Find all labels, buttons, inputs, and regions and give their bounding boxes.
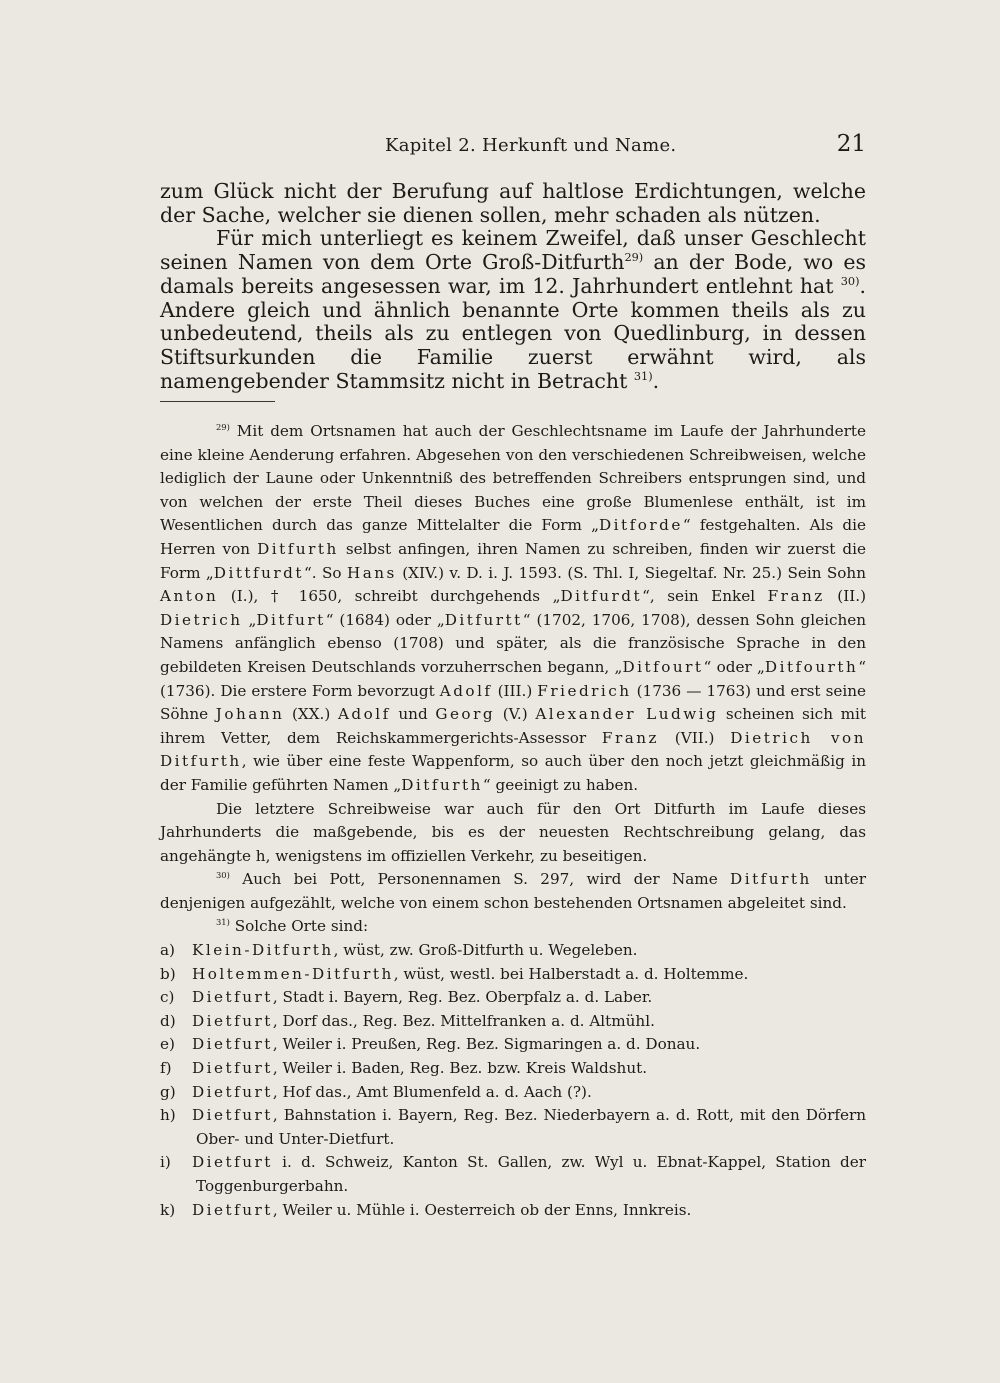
fn29-spaced-name: Adolf: [439, 681, 493, 700]
list-item-name: Dietfurt: [192, 1035, 273, 1054]
page-header: [160, 133, 866, 163]
footnote-31: [160, 915, 866, 939]
list-item: [160, 939, 866, 963]
list-item-text: , wüst, zw. Groß-Ditfurth u. Wegeleben.: [333, 941, 638, 960]
fn29-spaced-name: Ditfurt: [256, 610, 326, 629]
list-item-text: , Stadt i. Bayern, Reg. Bez. Oberpfalz a. d. Laber.: [272, 988, 653, 1007]
list-item-letter: f): [160, 1059, 172, 1078]
footnote-31-marker: 31): [216, 917, 230, 928]
fn29-text: “ (1702, 1706, 1708), dessen Sohn gleichen Namens anfänglich ebenso (1708) und später, als die französische Sprache in den gebildeten Kreisen Deutschlands vorzuherrschen begann, „: [160, 610, 866, 676]
fn29-text: (II.): [824, 587, 866, 606]
list-item: [160, 1057, 866, 1081]
place-list: [160, 939, 866, 1222]
fn29-text: (V.): [495, 705, 536, 724]
paragraph-2-part-a: Für mich unterliegt es keinem Zweifel, daß unser Geschlecht seinen Namen von dem Orte Groß-Ditfurth: [160, 226, 866, 275]
list-item-text: , Weiler i. Preußen, Reg. Bez. Sigmaringen a. d. Donau.: [272, 1035, 701, 1054]
list-item-letter: e): [160, 1035, 175, 1054]
main-text: [160, 180, 866, 393]
page-number: 21: [836, 131, 866, 157]
list-item-letter: g): [160, 1082, 176, 1101]
list-item-text: , wüst, westl. bei Halberstadt a. d. Holtemme.: [393, 964, 749, 983]
list-item-name: Dietfurt: [192, 1059, 273, 1078]
fn29-text: und: [390, 705, 436, 724]
list-item-text: i. d. Schweiz, Kanton St. Gallen, zw. Wyl u. Ebnat-Kappel, Station der Toggenburgerbahn.: [196, 1153, 866, 1195]
fn29-text: (XIV.) v. D. i. J. 1593. (S. Thl. I, Siegeltaf. Nr. 25.) Sein Sohn: [396, 563, 866, 582]
fn29-text: selbst anfingen, ihren Namen zu schreiben, finden wir zuerst die Form „: [160, 539, 866, 582]
fn29-text: (XX.): [284, 705, 338, 724]
paragraph-1: zum Glück nicht der Berufung auf haltlose Erdichtungen, welche der Sache, welcher sie dienen sollen, mehr schaden als nützen.: [160, 179, 866, 227]
list-item-name: Dietfurt: [192, 1106, 273, 1125]
fn29-text: “ geeinigt zu haben.: [482, 775, 639, 794]
list-item-letter: d): [160, 1011, 176, 1030]
list-item-name: Holtemmen-Ditfurth: [192, 964, 394, 983]
list-item-text: , Weiler i. Baden, Reg. Bez. bzw. Kreis Waldshut.: [272, 1059, 648, 1078]
footnotes: [160, 420, 866, 1222]
footnote-30: [160, 868, 866, 915]
fn29-spaced-name: Franz: [767, 587, 825, 606]
fn29-spaced-name: Ditfurtt: [444, 610, 523, 629]
fn29-spaced-name: Johann: [215, 705, 285, 724]
fn29-text: „: [242, 610, 257, 629]
fn29-spaced-name: Ditfurth: [401, 775, 483, 794]
fn29-text: “, sein Enkel: [642, 587, 768, 606]
footnote-divider: [160, 401, 275, 402]
footnote-ref-29: 29): [624, 251, 644, 265]
list-item: [160, 1151, 866, 1198]
footnote-ref-30: 30): [840, 274, 860, 288]
list-item-text: , Dorf das., Reg. Bez. Mittelfranken a. d. Altmühl.: [272, 1011, 655, 1030]
fn29-spaced-name: Hans: [346, 563, 397, 582]
list-item-letter: c): [160, 988, 175, 1007]
fn29-spaced-name: Dittfurdt: [213, 563, 305, 582]
fn29-text: (III.): [492, 681, 538, 700]
list-item-name: Dietfurt: [192, 1082, 273, 1101]
fn29-spaced-name: Anton: [160, 587, 219, 606]
list-item-name: Dietfurt: [192, 1153, 273, 1172]
list-item-text: , Hof das., Amt Blumenfeld a. d. Aach (?).: [272, 1082, 592, 1101]
paragraph-2-part-c: . Andere gleich und ähnlich benannte Orte kommen theils als zu unbedeutend, theils als zu entlegen von Quedlinburg, in dessen Stiftsurkunden die Familie zuerst erwähnt wird, als namengebender Stammsitz nicht in Betracht: [160, 273, 866, 393]
fn31-intro: Solche Orte sind:: [229, 917, 369, 936]
fn30-text: unter denjenigen aufgezählt, welche von einem schon bestehenden Ortsnamen abgeleitet sind.: [160, 870, 866, 912]
paragraph-2: [160, 227, 866, 393]
list-item-name: Dietfurt: [192, 1011, 273, 1030]
fn29-spaced-name: Adolf: [337, 705, 391, 724]
paragraph-2-part-d: .: [652, 368, 660, 393]
fn29-text: scheinen sich mit ihrem Vetter, dem Reichskammergerichts-Assessor: [160, 705, 866, 747]
footnote-29: [160, 420, 866, 798]
list-item: [160, 963, 866, 987]
fn29-spaced-name: Dietrich: [160, 610, 243, 629]
fn29-text: “ oder „: [703, 657, 765, 676]
fn29-spaced-name: Friedrich: [537, 681, 632, 700]
list-item: [160, 1010, 866, 1034]
fn29-spaced-name: Ditfurth: [257, 539, 339, 558]
fn29-text: Mit dem Ortsnamen hat auch der Geschlechtsname im Laufe der Jahrhunderte eine kleine Aenderung erfahren. Abgesehen von den verschiedenen Schreibweisen, welche lediglich der Laune oder Unkenntniß des betreffenden Schreibers entsprungen sind, und von welchen der erste Theil dieses Buches eine große Blumenlese enthält, ist im Wesentlichen durch das ganze Mittelalter die Form „: [160, 422, 866, 535]
fn29-text: (1736 — 1763) und erst seine Söhne: [160, 681, 866, 724]
fn29-spaced-name: Ditfurdt: [560, 587, 643, 606]
fn29-spaced-name: Ditfourth: [764, 657, 859, 676]
list-item-name: Dietfurt: [192, 1200, 273, 1219]
fn29-spaced-name: Alexander Ludwig: [535, 705, 719, 724]
running-head: Kapitel 2. Herkunft und Name.: [385, 135, 677, 156]
list-item-letter: h): [160, 1106, 176, 1125]
footnote-29-continuation: Die letztere Schreibweise war auch für den Ort Ditfurth im Laufe dieses Jahrhunderts die maßgebende, bis es der neuesten Rechtschreibung gelang, das angehängte h, wenigstens im offiziellen Verkehr, zu beseitigen.: [160, 799, 866, 865]
list-item: [160, 1199, 866, 1223]
fn29-text: “ (1736). Die erstere Form bevorzugt: [160, 657, 867, 700]
fn29-text: , wie über eine feste Wappenform, so auch über den noch jetzt gleichmäßig in der Familie geführten Namen „: [160, 752, 866, 794]
list-item-name: Klein-Ditfurth: [192, 941, 334, 960]
fn29-spaced-name: Dietrich von Ditfurth: [160, 728, 866, 771]
fn29-text: (VII.): [659, 728, 731, 747]
footnote-29-marker: 29): [216, 421, 230, 432]
fn29-spaced-name: Ditforde: [598, 516, 683, 535]
list-item-letter: k): [160, 1200, 176, 1219]
fn29-spaced-name: Ditfourt: [622, 657, 704, 676]
list-item-text: , Weiler u. Mühle i. Oesterreich ob der Enns, Innkreis.: [272, 1200, 692, 1219]
list-item-letter: b): [160, 964, 176, 983]
fn29-text: (I.), † 1650, schreibt durchgehends „: [218, 587, 561, 606]
list-item-name: Dietfurt: [192, 988, 273, 1007]
fn30-text: Auch bei Pott, Personennamen S. 297, wird der Name: [229, 870, 731, 889]
list-item-letter: i): [160, 1153, 171, 1172]
list-item: [160, 1033, 866, 1057]
fn30-spaced-name: Ditfurth: [730, 870, 812, 889]
paragraph-2-part-b: an der Bode, wo es damals bereits angesessen war, im 12. Jahrhundert entlehnt hat: [160, 250, 866, 298]
list-item: [160, 986, 866, 1010]
fn29-spaced-name: Georg: [435, 705, 496, 724]
fn29-text: “ (1684) oder „: [325, 610, 445, 629]
fn29-text: “ festgehalten. Als die Herren von: [160, 516, 866, 558]
footnote-ref-31: 31): [633, 369, 653, 383]
list-item: [160, 1104, 866, 1151]
list-item-text: , Bahnstation i. Bayern, Reg. Bez. Niederbayern a. d. Rott, mit den Dörfern Ober- und Unter-Dietfurt.: [196, 1106, 866, 1148]
fn29-spaced-name: Franz: [601, 728, 660, 747]
list-item: [160, 1081, 866, 1105]
footnote-30-marker: 30): [216, 870, 230, 881]
list-item-letter: a): [160, 941, 175, 960]
fn29-text: “. So: [304, 563, 347, 582]
